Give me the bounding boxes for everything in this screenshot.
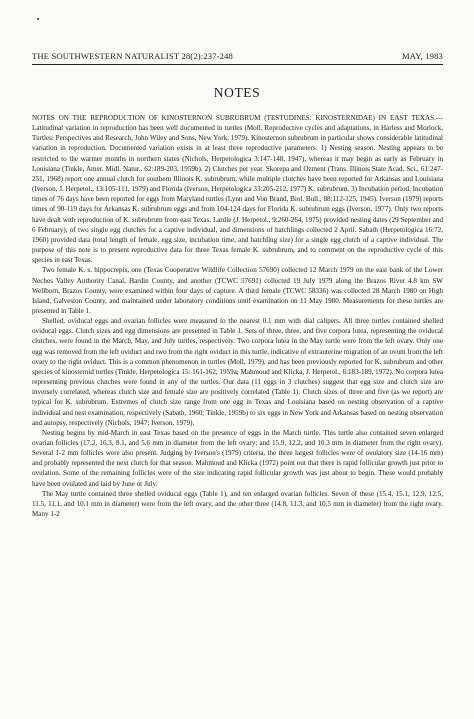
speck xyxy=(37,18,39,20)
paragraph: NOTES ON THE REPRODUCTION OF KINOSTERNON SUBRUBRUM (TESTUDINES: KINOSTERNIDAE) IN EAST TEXAS.—Latitudinal variation in reproduction has been well documented in turtles (Moll, Reproductive cycles and adaptations, in Harless and Morlock, Turtles: Perspectives and Research, John Wiley and Sons, New York, 1979). Kinosternon subrubrum in particular shows considerable latitudinal variation in reproduction. Documented variation exists in at least three reproductive parameters: 1) Nesting season. Nesting appears to be restricted to the warmer months in northern states (Nichols, Herpetologica 3:147-148, 1947), whereas it may begin as early as February in Louisiana (Tinkle, Amer. Midl. Natur., 62:189-203, 1959b). 2) Clutches per year. Skorepa and Ozment (Trans. Illinois State Acad. Sci., 61:247-251, 1968) report one annual clutch for southern Illinois K. subrubrum, while multiple clutches have been reported for Arkansas and Louisiana (Iverson, J. Herpetol., 13:105-111, 1979) and Florida (Iverson, Herpetologica 33:205-212, 1977) K. subrubrum. 3) Incubation period. Incubation times of 76 days have been reported for eggs from Maryland turtles (Lynn and Von Brand, Biol. Bull., 88:112-125, 1945). Iverson (1979) reports times of 90-119 days for Arkansas K. subrubrum eggs and from 104-124 days for Florida K. subrubrum eggs (Iverson, 1977). Only two reports have dealt with reproduction of K. subrubrum from east Texas. Lardie (J. Herpetol., 9:260-264, 1975) provided nesting dates (29 September and 6 February), of two single egg clutches for a captive individual, and dimensions of hatchlings collected 2 April. Sabath (Herpetologica 16:72, 1960) provided data (total length of female, egg size, incubation time, and hatchling size) for a single egg clutch of a captive individual. The purpose of this note is to present reproductive data for three Texas female K. subrubrum, and to comment on the reproductive cycle of this species in east Texas. xyxy=(32,114,443,265)
journal-citation: THE SOUTHWESTERN NATURALIST 28(2):237-248 xyxy=(32,51,234,61)
paragraph: Shelled, oviducal eggs and ovarian follicles were measured to the nearest 0.1 mm with dial calipers. All three turtles contained shelled oviducal eggs. Clutch sizes and egg dimensions are presented in Table 1. Sets of three, three, and five corpora lutea, representing the oviducal clutches, were found in the March, May, and July turtles, respectively. Two corpora lutea in the May turtle were from the left ovary. Only one egg was removed from the left oviduct and two from the right oviduct in this turtle, indicative of extrauterine migration of an ovum from the left ovary to the right oviduct. This is a common phenomenon in turtles (Moll, 1979), and has been previously reported for K. subrubrum and other species of kinosternid turtles (Tinkle, Herpetologica 15: 161-162, 1959a; Mahmoud and Klicka, J. Herpetol., 6:183-189, 1972). No corpora lutea representing previous clutches were found in any of the turtles. Our data (11 eggs in 3 clutches) suggest that egg size and clutch size are inversely correlated, whereas clutch size and female size are positively correlated (Table 1). Clutch sizes of three and five (as we report) are typical for K. subrubrum. Extremes of clutch size range from one egg in Texas and Louisiana based on nesting observation of a captive individual and nest examination, respectively (Sabath, 1960; Tinkle, 1959b) to six eggs in New York and Arkansas based on nesting observation and autopsy, respectively (Nichols, 1947; Iverson, 1979). xyxy=(32,317,443,427)
paragraph: Two female K. s. hippocrepis, one (Texas Cooperative Wildlife Collection 57690) collected 12 March 1979 on the east bank of the Lower Neches Valley Authority Canal, Hardin County, and another (TCWC 57691) collected 19 July 1979 along the Brazos River 4.8 km SW Wellborn, Brazos County, were examined within four days of capture. A third female (TCWC 58336) was collected 28 March 1980 on High Island, Galveston County, and maintained under laboratory conditions until examination on 11 May 1980. Measurements for these turtles are presented in Table 1. xyxy=(32,266,443,315)
paragraph: The May turtle contained three shelled oviducal eggs (Table 1), and ten enlarged ovarian follicles. Seven of these (15.4, 15.1, 12.9, 12.5, 11.5, 11.1, and 10.1 mm in diameter) were from the left ovary, and the other three (14.8, 11.3, and 10.5 mm in diameter) from the right ovary. Many 1-2 xyxy=(32,489,443,519)
section-title: NOTES xyxy=(213,85,261,100)
article-body xyxy=(32,113,443,519)
running-header xyxy=(32,51,443,61)
issue-date: MAY, 1983 xyxy=(402,51,443,61)
paragraph: Nesting begins by mid-March in east Texas based on the presence of eggs in the March turtle. This turtle also contained seven enlarged ovarian follicles (17.2, 16.3, 8.1, and 5.6 mm in diameter from the left ovary; and 15.9, 12.2, and 10.3 mm in diameter from the right ovary). Several 1-2 mm follicles were also present. Judging by Iverson's (1979) criteria, the three largest follicles were of ovulatory size (14-16 mm) and probably represented the next clutch for that season. Mahmoud and Klicka (1972) point out that there is rapid follicular growth just prior to ovulation. Some of the remaining follicles were of the size indicating rapid follicular growth was just about to begin. These would probably have been ovulated and laid by June or July. xyxy=(32,428,443,488)
header-rule xyxy=(32,64,443,65)
